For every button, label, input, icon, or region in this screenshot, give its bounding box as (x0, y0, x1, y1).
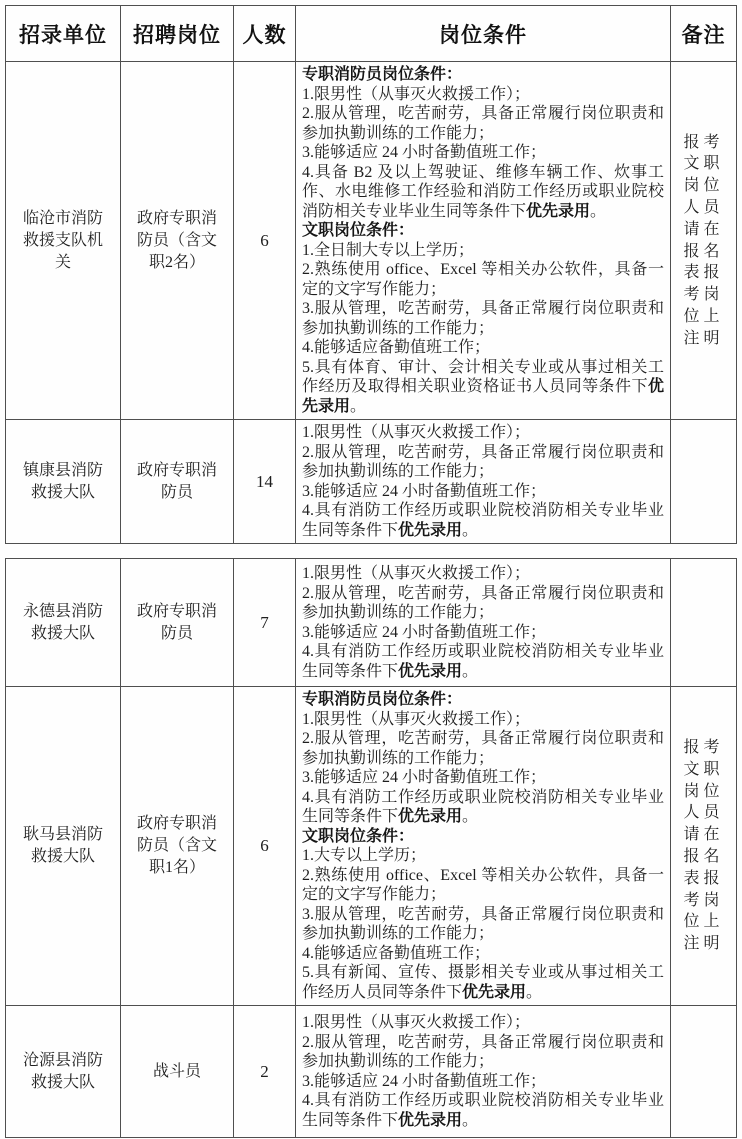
table-row (6, 1006, 737, 1138)
position-cell: 政府专职消防员（含文职2名） (121, 62, 234, 420)
count-cell: 6 (234, 62, 296, 420)
condition-line: 3.服从管理，吃苦耐劳，具备正常履行岗位职责和参加执勤训练的工作能力； (302, 905, 664, 942)
condition-line: 3.能够适应 24 小时备勤值班工作； (302, 769, 547, 786)
condition-line: 4.具有消防工作经历或职业院校消防相关专业毕业生同等条件下优先录用。 (302, 788, 664, 825)
condition-line: 3.能够适应 24 小时备勤值班工作； (302, 623, 547, 641)
header-cell-remark: 备注 (671, 6, 737, 62)
condition-line: 4.能够适应备勤值班工作； (302, 339, 491, 356)
unit-cell: 永德县消防救援大队 (6, 559, 121, 687)
condition-line: 4.具有消防工作经历或职业院校消防相关专业毕业生同等条件下优先录用。 (302, 643, 664, 680)
condition-line: 文职岗位条件： (302, 222, 415, 239)
condition-line: 2.服从管理，吃苦耐劳，具备正常履行岗位职责和参加执勤训练的工作能力； (302, 1033, 664, 1070)
table-row (6, 420, 737, 544)
condition-line: 2.熟练使用 office、Excel 等相关办公软件，具备一定的文字写作能力； (302, 261, 664, 298)
remark-text: 报考文职岗位人员请在报名表报考岗位上注明 (683, 739, 724, 953)
remark-cell (671, 62, 737, 420)
condition-line: 2.熟练使用 office、Excel 等相关办公软件，具备一定的文字写作能力； (302, 866, 664, 903)
condition-line: 4.具备 B2 及以上驾驶证、维修车辆工作、炊事工作、水电维修工作经验和消防工作经历或职业院校消防相关专业毕业生同等条件下优先录用。 (302, 163, 664, 220)
condition-line: 1.限男性（从事灭火救援工作）； (302, 710, 531, 728)
condition-line: 1.全日制大专以上学历； (302, 241, 475, 259)
table-top-body (6, 62, 737, 544)
count-cell: 2 (234, 1006, 296, 1138)
header-cell-position: 招聘岗位 (121, 6, 234, 62)
condition-line: 专职消防员岗位条件： (302, 691, 463, 708)
unit-cell: 镇康县消防救援大队 (6, 420, 121, 544)
remark-text: 报考文职岗位人员请在报名表报考岗位上注明 (683, 133, 724, 347)
header-row (6, 6, 737, 62)
position-cell: 政府专职消防员（含文职1名） (121, 687, 234, 1006)
conditions-cell (296, 62, 671, 420)
count-cell: 6 (234, 687, 296, 1006)
remark-cell (671, 1006, 737, 1138)
unit-cell: 耿马县消防救援大队 (6, 687, 121, 1006)
condition-line: 1.限男性（从事灭火救援工作）； (302, 424, 531, 441)
remark-cell (671, 559, 737, 687)
condition-line: 1.限男性（从事灭火救援工作）； (302, 85, 531, 103)
condition-line: 专职消防员岗位条件： (302, 66, 463, 83)
conditions-cell (296, 1006, 671, 1138)
recruitment-table-top (5, 5, 737, 544)
header-cell-conditions: 岗位条件 (296, 6, 671, 62)
condition-line: 4.能够适应备勤值班工作； (302, 944, 491, 962)
condition-line: 3.能够适应 24 小时备勤值班工作； (302, 482, 547, 500)
count-cell: 14 (234, 420, 296, 544)
condition-line: 3.服从管理，吃苦耐劳，具备正常履行岗位职责和参加执勤训练的工作能力； (302, 300, 664, 337)
condition-line: 4.具有消防工作经历或职业院校消防相关专业毕业生同等条件下优先录用。 (302, 502, 664, 539)
table-row (6, 559, 737, 687)
condition-line: 2.服从管理，吃苦耐劳，具备正常履行岗位职责和参加执勤训练的工作能力； (302, 105, 664, 142)
unit-cell: 临沧市消防救援支队机关 (6, 62, 121, 420)
remark-cell (671, 687, 737, 1006)
condition-line: 4.具有消防工作经历或职业院校消防相关专业毕业生同等条件下优先录用。 (302, 1092, 664, 1129)
condition-line: 1.限男性（从事灭火救援工作）； (302, 1014, 531, 1031)
unit-cell: 沧源县消防救援大队 (6, 1006, 121, 1138)
condition-line: 3.能够适应 24 小时备勤值班工作； (302, 144, 547, 161)
condition-line: 1.大专以上学历； (302, 847, 427, 864)
conditions-cell (296, 420, 671, 544)
condition-line: 1.限男性（从事灭火救援工作）； (302, 565, 531, 582)
conditions-cell (296, 559, 671, 687)
condition-line: 2.服从管理，吃苦耐劳，具备正常履行岗位职责和参加执勤训练的工作能力； (302, 730, 664, 767)
condition-line: 3.能够适应 24 小时备勤值班工作； (302, 1072, 547, 1090)
position-cell: 政府专职消防员 (121, 559, 234, 687)
position-cell: 政府专职消防员 (121, 420, 234, 544)
condition-line: 文职岗位条件： (302, 827, 415, 845)
remark-cell (671, 420, 737, 544)
recruitment-table-bottom (5, 558, 737, 1138)
table-bottom-body (6, 559, 737, 1138)
header-cell-unit: 招录单位 (6, 6, 121, 62)
condition-line: 5.具有新闻、宣传、摄影相关专业或从事过相关工作经历人员同等条件下优先录用。 (302, 964, 664, 1001)
condition-line: 5.具有体育、审计、会计相关专业或从事过相关工作经历及取得相关职业资格证书人员同等条件下优先录用。 (302, 358, 664, 415)
count-cell: 7 (234, 559, 296, 687)
table-row (6, 687, 737, 1006)
condition-line: 2.服从管理，吃苦耐劳，具备正常履行岗位职责和参加执勤训练的工作能力； (302, 443, 664, 480)
condition-line: 2.服从管理，吃苦耐劳，具备正常履行岗位职责和参加执勤训练的工作能力； (302, 584, 664, 621)
header-cell-count: 人数 (234, 6, 296, 62)
conditions-cell (296, 687, 671, 1006)
table-row (6, 62, 737, 420)
position-cell: 战斗员 (121, 1006, 234, 1138)
